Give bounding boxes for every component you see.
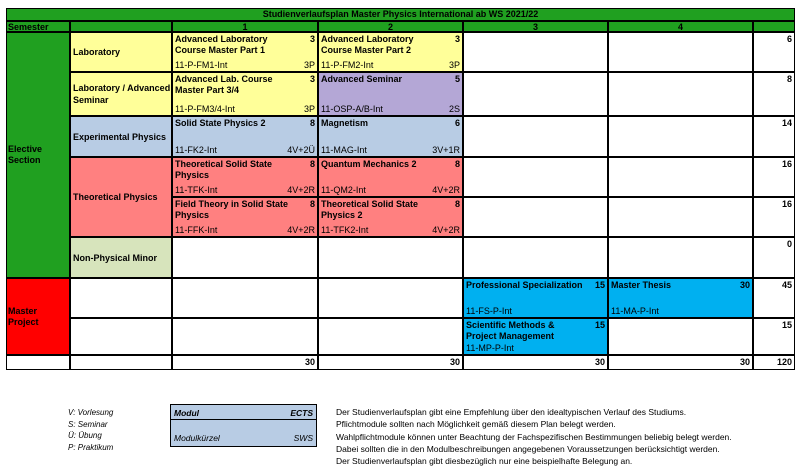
module-code: 11-FK2-Int — [175, 145, 217, 155]
module-card — [318, 32, 463, 72]
module-title: Field Theory in Solid State Physics — [175, 199, 289, 220]
module-ects: 8 — [309, 159, 315, 169]
semester-total: 30 — [318, 355, 463, 370]
area-laboratory: Laboratory — [70, 32, 172, 72]
legend-abbr-item: V: Vorlesung — [68, 408, 114, 417]
module-ects: 5 — [454, 74, 460, 84]
semester-header-spacer — [70, 21, 172, 32]
semester-total: 30 — [172, 355, 318, 370]
note-line: Dabei sollten die in den Modulbeschreibungen angegebenen Voraussetzungen berücksichtigt werden. — [336, 443, 720, 454]
empty-cell — [463, 32, 608, 72]
plan-title: Studienverlaufsplan Master Physics International ab WS 2021/22 — [6, 8, 795, 21]
module-code: 11-P-FM1-Int — [175, 60, 228, 70]
total-row-label — [6, 355, 70, 370]
module-card — [172, 72, 318, 116]
area-empty — [70, 355, 172, 370]
legend-abbreviations — [68, 407, 113, 453]
module-ects: 8 — [309, 118, 315, 128]
legend-key-sws: SWS — [293, 433, 313, 443]
module-sws: 3V+1R — [432, 145, 460, 155]
semester-header-label: Semester — [6, 21, 70, 32]
empty-cell — [463, 157, 608, 197]
row-total: 14 — [753, 116, 795, 157]
module-card — [318, 197, 463, 237]
legend-abbr-item: Ü: Übung — [68, 431, 102, 440]
module-card — [463, 278, 608, 318]
empty-cell — [608, 237, 753, 278]
legend-module-key — [170, 404, 317, 447]
module-card — [318, 72, 463, 116]
empty-cell — [608, 116, 753, 157]
module-sws: 2S — [448, 104, 460, 114]
module-title: Master Thesis — [611, 280, 672, 290]
legend-key-ects: ECTS — [290, 408, 313, 418]
plan-notes — [336, 406, 732, 467]
note-line: Der Studienverlaufsplan gibt diesbezüglich nur eine beispielhafte Belegung an. — [336, 456, 633, 467]
legend-key-modul: Modul — [174, 408, 200, 418]
empty-cell — [172, 237, 318, 278]
semester-4-header: 4 — [608, 21, 753, 32]
area-laboratory-advanced: Laboratory / Advanced Seminar — [70, 72, 172, 116]
module-ects: 30 — [739, 280, 750, 290]
semester-2-header: 2 — [318, 21, 463, 32]
note-line: Der Studienverlaufsplan gibt eine Empfehlung über den idealtypischen Verlauf des Studiums. — [336, 407, 687, 417]
module-code: 11-MAG-Int — [321, 145, 367, 155]
row-total: 45 — [753, 278, 795, 318]
section-master-project: Master Project — [6, 278, 70, 355]
module-code: 11-QM2-Int — [321, 185, 366, 195]
module-sws: 3P — [448, 60, 460, 70]
row-total: 16 — [753, 157, 795, 197]
module-code: 11-TFK-Int — [175, 185, 218, 195]
module-card — [172, 32, 318, 72]
area-empty — [70, 278, 172, 318]
empty-cell — [608, 157, 753, 197]
module-ects: 8 — [309, 199, 315, 209]
module-code: 11-MA-P-Int — [611, 306, 659, 316]
module-ects: 8 — [454, 159, 460, 169]
module-sws: 4V+2R — [432, 225, 460, 235]
module-title: Advanced Laboratory Course Master Part 2 — [321, 34, 414, 55]
semester-total: 30 — [608, 355, 753, 370]
area-empty — [70, 318, 172, 355]
module-title: Magnetism — [321, 118, 369, 128]
module-title: Theoretical Solid State Physics — [175, 159, 273, 180]
semester-total: 30 — [463, 355, 608, 370]
module-code: 11-MP-P-Int — [466, 343, 514, 353]
row-total: 16 — [753, 197, 795, 237]
empty-cell — [318, 237, 463, 278]
empty-cell — [463, 237, 608, 278]
module-code: 11-OSP-A/B-Int — [321, 104, 383, 114]
semester-3-header: 3 — [463, 21, 608, 32]
module-card — [463, 318, 608, 355]
module-title: Scientific Methods & Project Management — [466, 320, 555, 341]
row-total: 15 — [753, 318, 795, 355]
section-elective: Elective Section — [6, 32, 70, 278]
row-total: 8 — [753, 72, 795, 116]
ects-header-spacer — [753, 21, 795, 32]
area-theoretical: Theoretical Physics — [70, 157, 172, 237]
empty-cell — [318, 318, 463, 355]
empty-cell — [608, 32, 753, 72]
study-plan-table — [6, 8, 795, 370]
module-sws: 3P — [303, 60, 315, 70]
module-title: Professional Specialization — [466, 280, 583, 290]
module-sws: 4V+2R — [287, 225, 315, 235]
module-ects: 15 — [594, 280, 605, 290]
module-code: 11-FS-P-Int — [466, 306, 512, 316]
area-experimental: Experimental Physics — [70, 116, 172, 157]
module-title: Quantum Mechanics 2 — [321, 159, 417, 169]
area-non-physical-minor: Non-Physical Minor — [70, 237, 172, 278]
module-sws: 3P — [303, 104, 315, 114]
module-ects: 15 — [594, 320, 605, 330]
legend-abbr-item: S: Seminar — [68, 419, 108, 429]
module-title: Solid State Physics 2 — [175, 118, 266, 128]
module-title: Advanced Laboratory Course Master Part 1 — [175, 34, 268, 55]
module-card — [608, 278, 753, 318]
legend-key-kuerzel: Modulkürzel — [174, 433, 220, 443]
module-card — [318, 157, 463, 197]
module-title: Advanced Seminar — [321, 74, 403, 84]
module-ects: 3 — [454, 34, 460, 44]
module-title: Advanced Lab. Course Master Part 3/4 — [175, 74, 273, 95]
semester-1-header: 1 — [172, 21, 318, 32]
module-ects: 3 — [309, 74, 315, 84]
empty-cell — [318, 278, 463, 318]
empty-cell — [608, 318, 753, 355]
empty-cell — [172, 318, 318, 355]
module-ects: 6 — [454, 118, 460, 128]
module-sws: 4V+2Ü — [287, 145, 315, 155]
note-line: Pflichtmodule sollten nach Möglichkeit gemäß diesem Plan belegt werden. — [336, 419, 616, 430]
module-code: 11-FFK-Int — [175, 225, 218, 235]
module-card — [172, 116, 318, 157]
empty-cell — [463, 72, 608, 116]
module-ects: 8 — [454, 199, 460, 209]
module-code: 11-P-FM2-Int — [321, 60, 374, 70]
module-sws: 4V+2R — [432, 185, 460, 195]
empty-cell — [608, 197, 753, 237]
module-ects: 3 — [309, 34, 315, 44]
grand-total: 120 — [753, 355, 795, 370]
module-card — [172, 157, 318, 197]
module-card — [172, 197, 318, 237]
module-code: 11-TFK2-Int — [321, 225, 369, 235]
empty-cell — [463, 197, 608, 237]
module-title: Theoretical Solid State Physics 2 — [321, 199, 419, 220]
note-line: Wahlpflichtmodule können unter Beachtung der Fachspezifischen Bestimmungen beliebig belegt werden. — [336, 431, 732, 442]
legend-abbr-item: P: Praktikum — [68, 442, 114, 452]
module-card — [318, 116, 463, 157]
module-code: 11-P-FM3/4-Int — [175, 104, 235, 114]
row-total: 0 — [753, 237, 795, 278]
module-sws: 4V+2R — [287, 185, 315, 195]
empty-cell — [172, 278, 318, 318]
empty-cell — [463, 116, 608, 157]
empty-cell — [608, 72, 753, 116]
row-total: 6 — [753, 32, 795, 72]
